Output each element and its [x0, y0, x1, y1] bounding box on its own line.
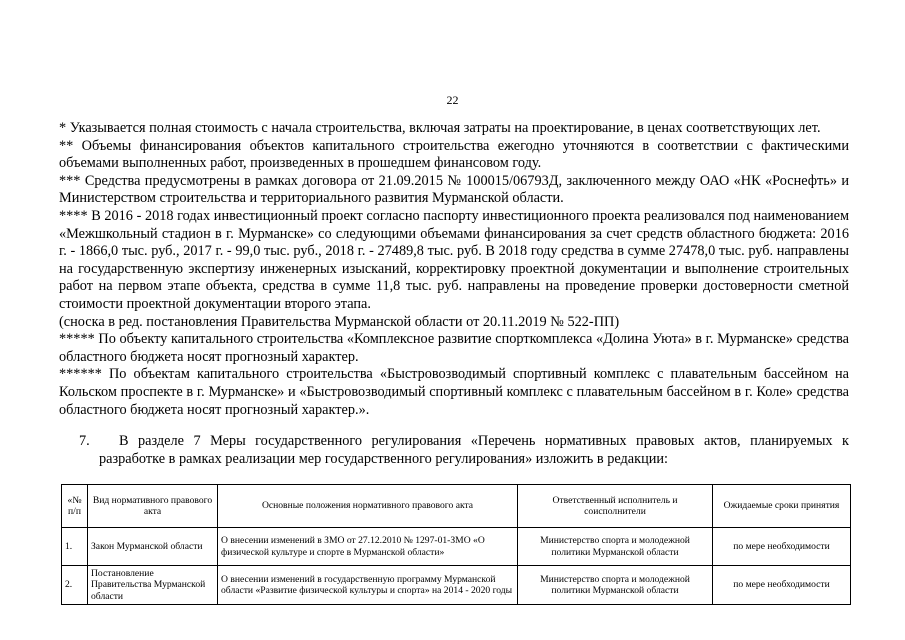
item-text: В разделе 7 Меры государственного регулирования «Перечень нормативных правовых актов, планируемых к разработке в рамках реализации мер государственного регулирования» изложить в редакции:: [99, 433, 849, 467]
cell-provisions: О внесении изменений в государственную программу Мурманской области «Развитие физической культуры и спорта» на 2014 - 2020 годы: [218, 566, 518, 605]
cell-responsible: Министерство спорта и молодежной политики Мурманской области: [518, 566, 713, 605]
footnote: **** В 2016 - 2018 годах инвестиционный проект согласно паспорту инвестиционного проекта реализовался под наименованием «Межшкольный стадион в г. Мурманске» со следующими объемами финансирования за счет средств областного бюджета: 2016 г. - 1866,0 тыс. руб., 2017 г. - 99,0 тыс. руб., 2018 г. - 27489,8 тыс. руб. В 2018 году средства в сумме 27478,0 тыс. руб. направлены на государственную экспертизу инженерных изысканий, корректировку проектной документации и выполнение строительных работ на первом этапе объекта, средства в сумме 11,8 тыс. руб. направлены на проведение проверки достоверности сметной стоимости проектной документации второго этапа.: [59, 207, 849, 312]
legal-acts-table: [61, 484, 851, 605]
footnote: *** Средства предусмотрены в рамках договора от 21.09.2015 № 100015/06793Д, заключенного между ОАО «НК «Роснефть» и Министерством строительства и территориального развития Мурманской области.: [59, 172, 849, 207]
cell-responsible: Министерство спорта и молодежной политики Мурманской области: [518, 528, 713, 566]
header-provisions: Основные положения нормативного правового акта: [218, 485, 518, 528]
footnote: ** Объемы финансирования объектов капитального строительства ежегодно уточняются в соответствии с фактическими объемами выполненных работ, произведенных в прошедшем финансовом году.: [59, 137, 849, 172]
cell-deadline: по мере необходимости: [713, 566, 851, 605]
footnote-amendment: (сноска в ред. постановления Правительства Мурманской области от 20.11.2019 № 522-ПП): [59, 313, 620, 330]
item-number: 7.: [79, 433, 90, 449]
page-number: 22: [446, 93, 459, 107]
numbered-item: [59, 433, 849, 468]
footnote: ****** По объектам капитального строительства «Быстровозводимый спортивный комплекс с плавательным бассейном на Кольском проспекте в г. Мурманске» и «Быстровозводимый спортивный комплекс с плавательным бассейном в г. Коле» средства областного бюджета носят прогнозный характер.».: [59, 366, 849, 418]
cell-act-type: Постановление Правительства Мурманской области: [88, 566, 218, 605]
table-row: [62, 528, 851, 566]
cell-number: 2.: [62, 566, 88, 605]
cell-number: 1.: [62, 528, 88, 566]
footnotes: [59, 120, 849, 419]
header-act-type: Вид нормативного правового акта: [88, 485, 218, 528]
cell-provisions: О внесении изменений в ЗМО от 27.12.2010 № 1297-01-ЗМО «О физической культуре и спорте в Мурманской области»: [218, 528, 518, 566]
header-number: «№ п/п: [62, 485, 88, 528]
cell-deadline: по мере необходимости: [713, 528, 851, 566]
footnote: ***** По объекту капитального строительства «Комплексное развитие спорткомплекса «Долина Уюта» в г. Мурманске» средства областного бюджета носят прогнозный характер.: [59, 331, 849, 365]
header-responsible: Ответственный исполнитель и соисполнители: [518, 485, 713, 528]
table-row: [62, 566, 851, 605]
header-deadline: Ожидаемые сроки принятия: [713, 485, 851, 528]
table-header-row: [62, 485, 851, 528]
footnote: * Указывается полная стоимость с начала строительства, включая затраты на проектирование, в ценах соответствующих лет.: [59, 120, 821, 136]
cell-act-type: Закон Мурманской области: [88, 528, 218, 566]
